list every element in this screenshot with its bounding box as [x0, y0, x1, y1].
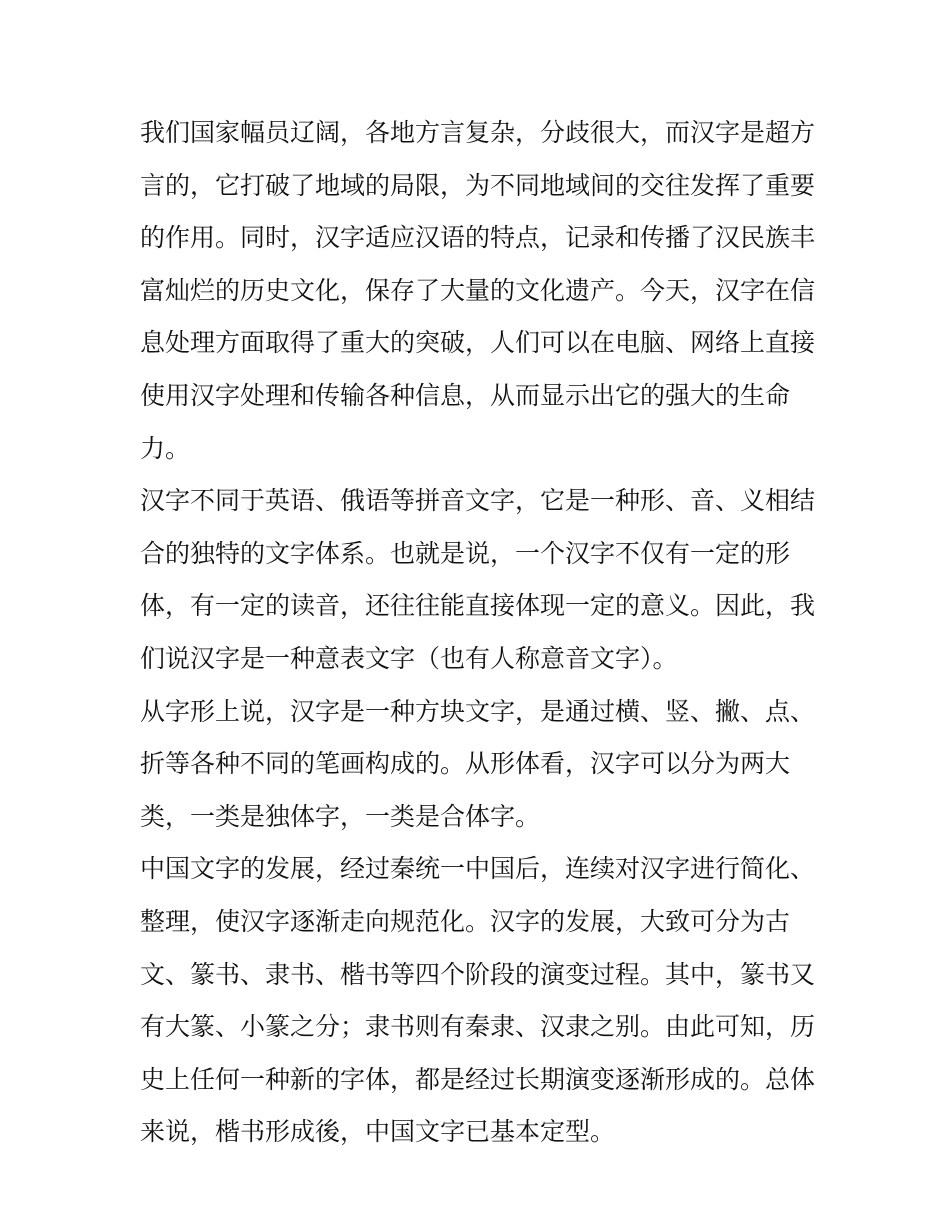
paragraph-4	[140, 843, 814, 1159]
text-line: 整理，使汉字逐渐走向规范化。汉字的发展，大致可分为古	[140, 906, 791, 936]
text-line: 我们国家幅员辽阔，各地方言复杂，分歧很大，而汉字是超方	[140, 118, 816, 147]
paragraph-2	[140, 475, 814, 685]
text-line: 折等各种不同的笔画构成的。从形体看，汉字可以分为两大	[140, 749, 791, 779]
text-line: 来说，楷书形成後，中国文字已基本定型。	[140, 1117, 616, 1147]
text-line: 汉字不同于英语、俄语等拼音文字，它是一种形、音、义相结	[140, 486, 816, 516]
text-line: 的作用。同时，汉字适应汉语的特点，记录和传播了汉民族丰	[140, 223, 816, 253]
text-line: 史上任何一种新的字体，都是经过长期演变逐渐形成的。总体	[140, 1064, 816, 1094]
text-line: 们说汉字是一种意表文字（也有人称意音文字）。	[140, 643, 678, 673]
text-line: 使用汉字处理和传输各种信息，从而显示出它的强大的生命	[140, 380, 791, 410]
paragraph-1	[140, 107, 814, 475]
text-line: 有大篆、小篆之分；隶书则有秦隶、汉隶之别。由此可知，历	[140, 1012, 816, 1042]
text-line: 息处理方面取得了重大的突破，人们可以在电脑、网络上直接	[140, 328, 816, 358]
paragraph-3	[140, 686, 814, 844]
text-line: 言的，它打破了地域的局限，为不同地域间的交往发挥了重要	[140, 170, 816, 200]
text-line: 力。	[140, 433, 191, 463]
text-line: 体，有一定的读音，还往往能直接体现一定的意义。因此，我	[140, 591, 816, 621]
text-line: 中国文字的发展，经过秦统一中国后，连续对汉字进行简化、	[140, 854, 816, 884]
text-line: 合的独特的文字体系。也就是说，一个汉字不仅有一定的形	[140, 538, 791, 568]
text-line: 富灿烂的历史文化，保存了大量的文化遗产。今天，汉字在信	[140, 275, 816, 305]
text-line: 文、篆书、隶书、楷书等四个阶段的演变过程。其中，篆书又	[140, 959, 816, 989]
document-body	[140, 107, 814, 1159]
text-line: 类，一类是独体字，一类是合体字。	[140, 801, 541, 831]
text-line: 从字形上说，汉字是一种方块文字，是通过横、竖、撇、点、	[140, 696, 816, 726]
